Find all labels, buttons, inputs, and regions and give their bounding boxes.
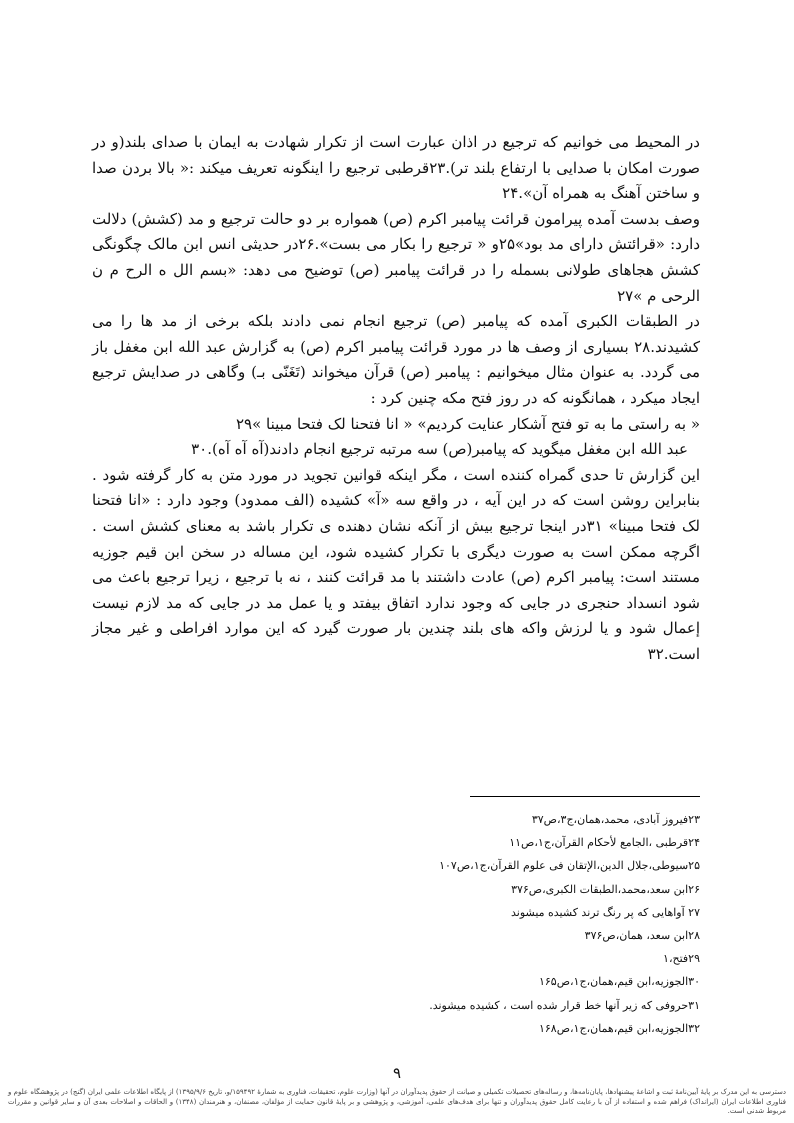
footnote: ۳۱حروفی که زیر آنها خط قرار شده است ، کشیده میشوند. (429, 998, 700, 1012)
paragraph: در المحیط می خوانیم که ترجیع در اذان عبارت است از تکرار شهادت به ایمان با صدای بلند(و در صورت امکان با صدایی با ارتفاع بلند تر).۲۳قرطبی ترجیع را اینگونه تعریف میکند :« بالا بردن صدا و ساختن آهنگ به همراه آن».۲۴ (92, 133, 700, 203)
quote-line: « به راستی ما به تو فتح آشکار عنایت کردیم» « انا فتحنا لک فتحا مبینا »۲۹ (235, 414, 700, 433)
footnote: ۲۶ابن سعد،محمد،الطبقات الکبری،ص۳۷۶ (511, 882, 700, 896)
paragraph: این گزارش تا حدی گمراه کننده است ، مگر اینکه قوانین تجوید در مورد متن به کار گرفته شود . بنابراین روشن است که در این آیه ، در واقع سه «آ» کشیده (الف ممدود) وجود دارد : «انا فتحنا لک فتحا مبینا» ۳۱در اینجا ترجیع بیش از آنکه نشان دهنده ی تکرار باشد به معنای کشش است . اگرچه ممکن است به صورت دیگری با تکرار کشیده شود، این مساله در سخن ابن قیم جوزیه مستند است: پیامبر اکرم (ص) عادت داشتند با مد قرائت کنند ، نه با ترجیع ، زیرا ترجیع باعث می شود انسداد حنجری در جایی که وجود ندارد اتفاق بیفتد و یا عمل مد در جایی که مد لازم نیست إعمال شود و یا لرزش واکه های بلند چندین بار صورت گیرد که این موارد افراطی و غیر مجاز است.۳۲ (92, 465, 700, 663)
copyright-notice: دسترسی به این مدرک بر پایهٔ آیین‌نامهٔ ثبت و اشاعهٔ پیشنهادها، پایان‌نامه‌ها، و رساله‌های تحصیلات تکمیلی و صیانت از حقوق پدیدآوران در آنها (وزارت علوم، تحقیقات، فناوری به شمارهٔ ۱۵۹۴۹۲/و، تاریخ ۱۳۹۵/۹/۶) از پایگاه اطلاعات علمی ایران (گنج) در پژوهشگاه علوم و فناوری اطلاعات ایران (ایرانداک) فراهم شده و استفاده از آن با رعایت کامل حقوق پدیدآوران و تنها برای هدف‌های علمی، آموزشی، و پژوهشی و بر پایهٔ قانون حمایت از مؤلفان، مصنفان، و هنرمندان (۱۳۴۸) و الحاقات و اصلاحات بعدی آن و سایر قوانین و مقررات مربوط شدنی است. (8, 1088, 786, 1115)
footnote: ۲۹فتح،۱ (663, 952, 700, 966)
footnote: ۲۷ آواهایی که پر رنگ ترند کشیده میشوند (510, 905, 700, 919)
footnote: ۲۴قرطبی ،الجامع لأحکام القرآن،ج۱،ص۱۱ (509, 836, 700, 850)
paragraph: در الطبقات الکبری آمده که پیامبر (ص) ترجیع انجام نمی دادند بلکه برخی از مد ها را می کشیدند.۲۸ بسیاری از وصف ها در مورد قرائت پیامبر اکرم (ص) به گزارش عبد الله ابن مغفل باز می گردد. به عنوان مثال میخوانیم : پیامبر (ص) قرآن میخواند (تَغَنّی بـ) وگاهی در صدایش ترجیع ایجاد میکرد ، همانگونه که در روز فتح مکه چنین کرد : (92, 312, 700, 407)
footnote: ۲۳فیروز آبادی، محمد،همان،ج۳،ص۳۷ (531, 813, 700, 826)
footnotes (300, 808, 700, 1040)
footnote-divider (470, 796, 700, 797)
body-text (92, 130, 700, 667)
footnote: ۲۸ابن سعد، همان،ص۳۷۶ (584, 929, 700, 943)
paragraph: وصف بدست آمده پیرامون قرائت پیامبر اکرم (ص) همواره بر دو حالت ترجیع و مد (کشش) دلالت دارد: «قرائتش دارای مد بود»۲۵و « ترجیع را بکار می بست».۲۶در حدیثی انس ابن مالک چگونگی کشش هجاهای طولانی بسمله را در قرائت پیامبر (ص) توضیح می دهد: «بسم الل ه الرح م ن الرحی م »۲۷ (92, 209, 700, 305)
paragraph: عبد الله ابن مغفل میگوید که پیامبر(ص) سه مرتبه ترجیع انجام دادند(آه آه آه).۳۰ (191, 440, 688, 459)
footnote: ۳۲الجوزیه،ابن قیم،همان،ج۱،ص۱۶۸ (538, 1021, 700, 1035)
footnote: ۲۵سیوطی،جلال الدین،الإتقان فی علوم القرآن،ج۱،ص۱۰۷ (439, 859, 700, 873)
footnote: ۳۰الجوزیه،ابن قیم،همان،ج۱،ص۱۶۵ (538, 975, 700, 989)
page-number: ۹ (392, 1064, 402, 1082)
